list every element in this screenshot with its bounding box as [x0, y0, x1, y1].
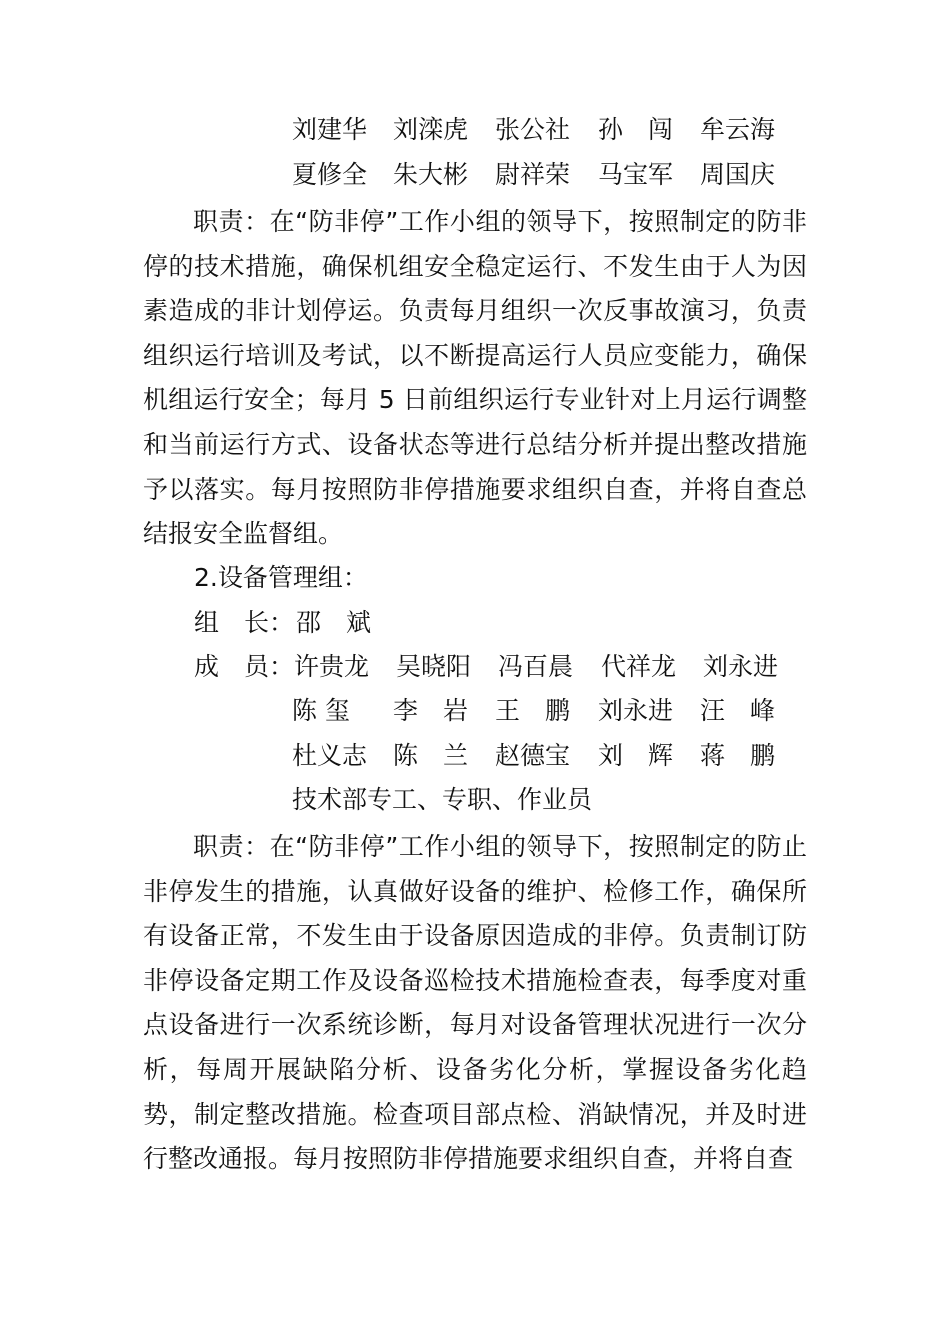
member-name: 刘建华	[292, 115, 368, 144]
member-name: 张公社	[495, 115, 571, 144]
member-name: 李 岩	[393, 696, 469, 725]
member-name: 蒋 鹏	[700, 741, 776, 770]
member-name: 冯百晨	[498, 652, 574, 681]
member-name: 陈 兰	[393, 741, 469, 770]
member-name: 汪 峰	[700, 696, 776, 725]
group1-duty-paragraph: 职责：在“防非停”工作小组的领导下，按照制定的防非停的技术措施，确保机组安全稳定运行、不发生由于人为因素造成的非计划停运。负责每月组织一次反事故演习，负责组织运行培训及考试，以不断提高运行人员应变能力，确保机组运行安全；每月 5 日前组织运行专业针对上月运行调整和当前运行方式、设备状态等进行总结分析并提出整改措施予以落实。每月按照防非停措施要求组织自查，并将自查总结报安全监督组。	[143, 207, 807, 549]
member-name: 孙 闯	[598, 115, 674, 144]
member-name: 吴晓阳	[396, 652, 472, 681]
member-name: 周国庆	[700, 160, 776, 189]
member-name: 代祥龙	[601, 652, 677, 681]
member-name: 王 鹏	[495, 696, 571, 725]
group2-duty-paragraph: 职责：在“防非停”工作小组的领导下，按照制定的防止非停发生的措施，认真做好设备的维护、检修工作，确保所有设备正常，不发生由于设备原因造成的非停。负责制订防非停设备定期工作及设备巡检技术措施检查表，每季度对重点设备进行一次系统诊断，每月对设备管理状况进行一次分析，每周开展缺陷分析、设备劣化分析，掌握设备劣化趋势，制定整改措施。检查项目部点检、消缺情况，并及时进行整改通报。每月按照防非停措施要求组织自查，并将自查	[143, 832, 807, 1174]
section-heading: 2.设备管理组：	[194, 563, 368, 592]
member-roles: 技术部专工、专职、作业员	[292, 785, 593, 814]
member-name: 陈 玺	[292, 696, 350, 725]
member-name: 夏修全	[292, 160, 368, 189]
member-name: 刘永进	[598, 696, 674, 725]
member-name: 刘滦虎	[393, 115, 469, 144]
member-name: 刘永进	[703, 652, 779, 681]
member-name: 刘 辉	[598, 741, 674, 770]
members-label: 成 员：	[194, 652, 295, 681]
member-name: 朱大彬	[393, 160, 469, 189]
member-name: 许贵龙	[294, 652, 370, 681]
leader-label: 组 长：	[194, 608, 295, 637]
member-name: 赵德宝	[495, 741, 571, 770]
member-name: 尉祥荣	[495, 160, 571, 189]
member-name: 牟云海	[700, 115, 776, 144]
member-name: 杜义志	[292, 741, 368, 770]
leader-name: 邵 斌	[296, 608, 372, 637]
member-name: 马宝军	[598, 160, 674, 189]
